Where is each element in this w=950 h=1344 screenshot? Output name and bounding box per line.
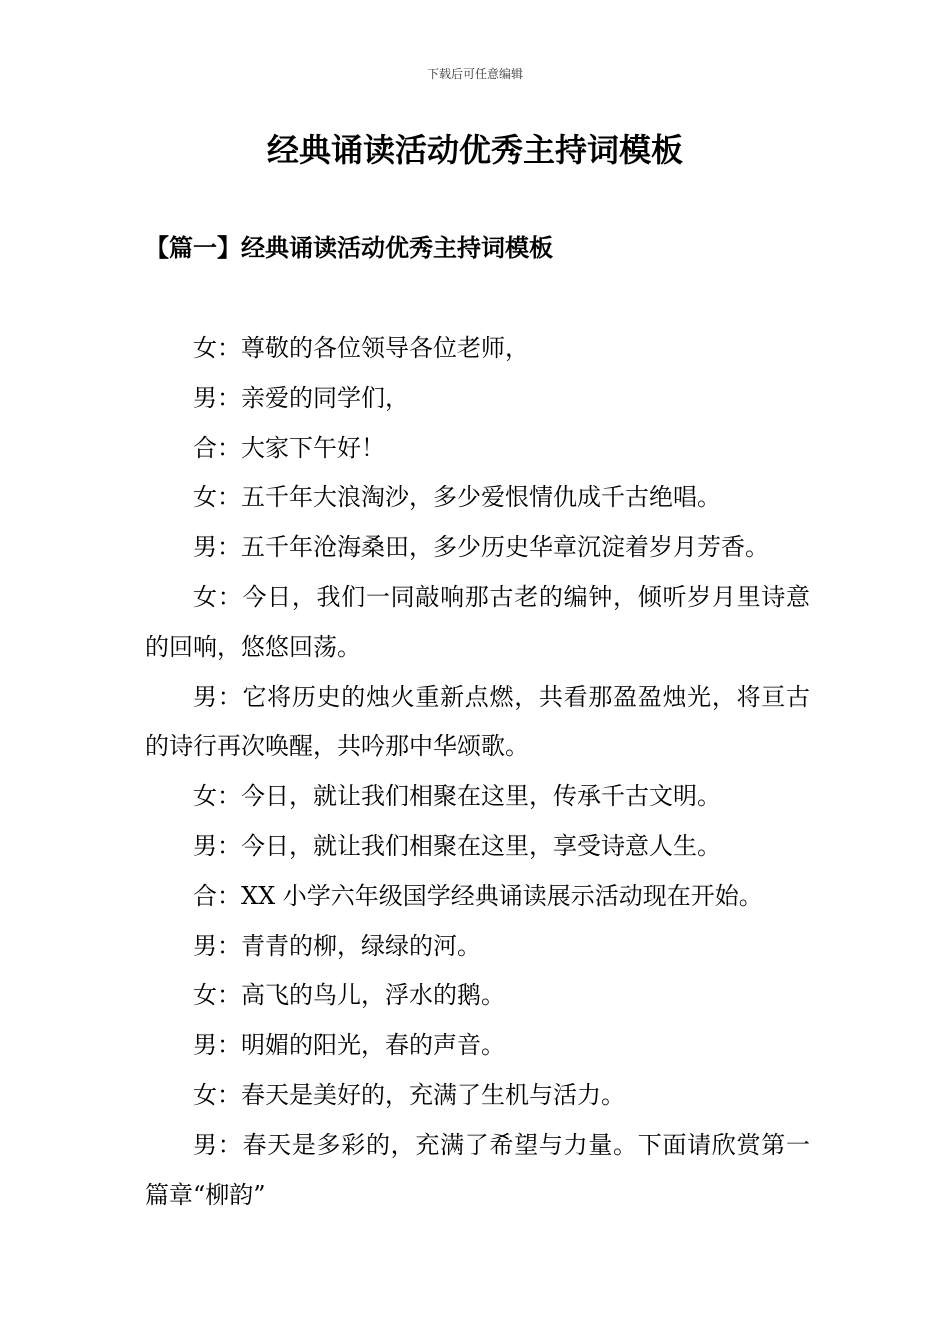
speaker-label: 男 bbox=[193, 831, 217, 860]
document-body bbox=[145, 324, 810, 1220]
paragraph bbox=[145, 1071, 810, 1121]
speaker-label: 合 bbox=[193, 881, 217, 910]
speaker-label: 女 bbox=[193, 334, 217, 362]
paragraph bbox=[145, 374, 810, 424]
paragraph-text: 春天是多彩的，充满了希望与力量。下面请欣赏第一篇章“柳韵” bbox=[145, 1130, 811, 1209]
paragraph-text: 高飞的鸟儿，浮水的鹅。 bbox=[241, 981, 505, 1010]
speaker-label: 男 bbox=[193, 931, 217, 960]
paragraph-text: XX 小学六年级国学经典诵读展示活动现在开始。 bbox=[241, 881, 763, 910]
speaker-label: 女 bbox=[193, 1080, 217, 1109]
paragraph bbox=[145, 872, 810, 922]
paragraph-text: 青青的柳，绿绿的河。 bbox=[241, 931, 481, 960]
speaker-separator: ： bbox=[217, 383, 241, 412]
speaker-separator: ： bbox=[217, 334, 241, 362]
paragraph-text: 尊敬的各位领导各位老师， bbox=[241, 334, 529, 362]
speaker-label: 男 bbox=[193, 383, 217, 412]
paragraph-text: 今日，就让我们相聚在这里，传承千古文明。 bbox=[241, 782, 721, 811]
paragraph bbox=[145, 673, 810, 773]
speaker-separator: ： bbox=[217, 1130, 243, 1159]
speaker-separator: ： bbox=[217, 782, 241, 811]
paragraph-text: 五千年大浪淘沙，多少爱恨情仇成千古绝唱。 bbox=[241, 483, 721, 512]
paragraph-text: 五千年沧海桑田，多少历史华章沉淀着岁月芳香。 bbox=[241, 533, 769, 562]
speaker-separator: ： bbox=[217, 931, 241, 960]
speaker-separator: ： bbox=[217, 981, 241, 1010]
speaker-separator: ： bbox=[217, 483, 241, 512]
speaker-label: 男 bbox=[193, 533, 217, 562]
paragraph bbox=[145, 822, 810, 872]
speaker-label: 男 bbox=[193, 682, 218, 711]
speaker-label: 男 bbox=[193, 1031, 217, 1060]
speaker-label: 合 bbox=[193, 433, 217, 462]
speaker-separator: ： bbox=[217, 433, 241, 462]
paragraph-text: 春天是美好的，充满了生机与活力。 bbox=[241, 1080, 625, 1109]
speaker-separator: ： bbox=[217, 1080, 241, 1109]
document-title: 经典诵读活动优秀主持词模板 bbox=[266, 131, 683, 169]
paragraph bbox=[145, 971, 810, 1021]
speaker-separator: ： bbox=[217, 682, 243, 711]
speaker-label: 女 bbox=[193, 582, 218, 611]
speaker-separator: ： bbox=[217, 881, 241, 910]
speaker-separator: ： bbox=[217, 1031, 241, 1060]
paragraph-text: 亲爱的同学们， bbox=[241, 383, 409, 412]
section-heading: 【篇一】经典诵读活动优秀主持词模板 bbox=[145, 233, 553, 262]
paragraph bbox=[145, 473, 810, 523]
speaker-separator: ： bbox=[217, 533, 241, 562]
paragraph bbox=[145, 922, 810, 972]
paragraph-text: 大家下午好！ bbox=[241, 433, 385, 462]
paragraph bbox=[145, 324, 810, 374]
paragraph-text: 它将历史的烛火重新点燃，共看那盈盈烛光，将亘古的诗行再次唤醒，共吟那中华颂歌。 bbox=[145, 682, 811, 761]
paragraph bbox=[145, 424, 810, 474]
paragraph bbox=[145, 1121, 810, 1221]
paragraph-text: 今日，就让我们相聚在这里，享受诗意人生。 bbox=[241, 831, 721, 860]
paragraph bbox=[145, 523, 810, 573]
speaker-label: 女 bbox=[193, 981, 217, 1010]
paragraph bbox=[145, 1021, 810, 1071]
paragraph bbox=[145, 573, 810, 673]
header-note: 下载后可任意编辑 bbox=[426, 67, 523, 81]
speaker-label: 女 bbox=[193, 782, 217, 811]
speaker-label: 女 bbox=[193, 483, 217, 512]
paragraph-text: 今日，我们一同敲响那古老的编钟，倾听岁月里诗意的回响，悠悠回荡。 bbox=[145, 582, 811, 661]
speaker-separator: ： bbox=[217, 831, 241, 860]
paragraph-text: 明媚的阳光，春的声音。 bbox=[241, 1031, 505, 1060]
speaker-separator: ： bbox=[217, 582, 243, 611]
paragraph bbox=[145, 772, 810, 822]
speaker-label: 男 bbox=[193, 1130, 218, 1159]
